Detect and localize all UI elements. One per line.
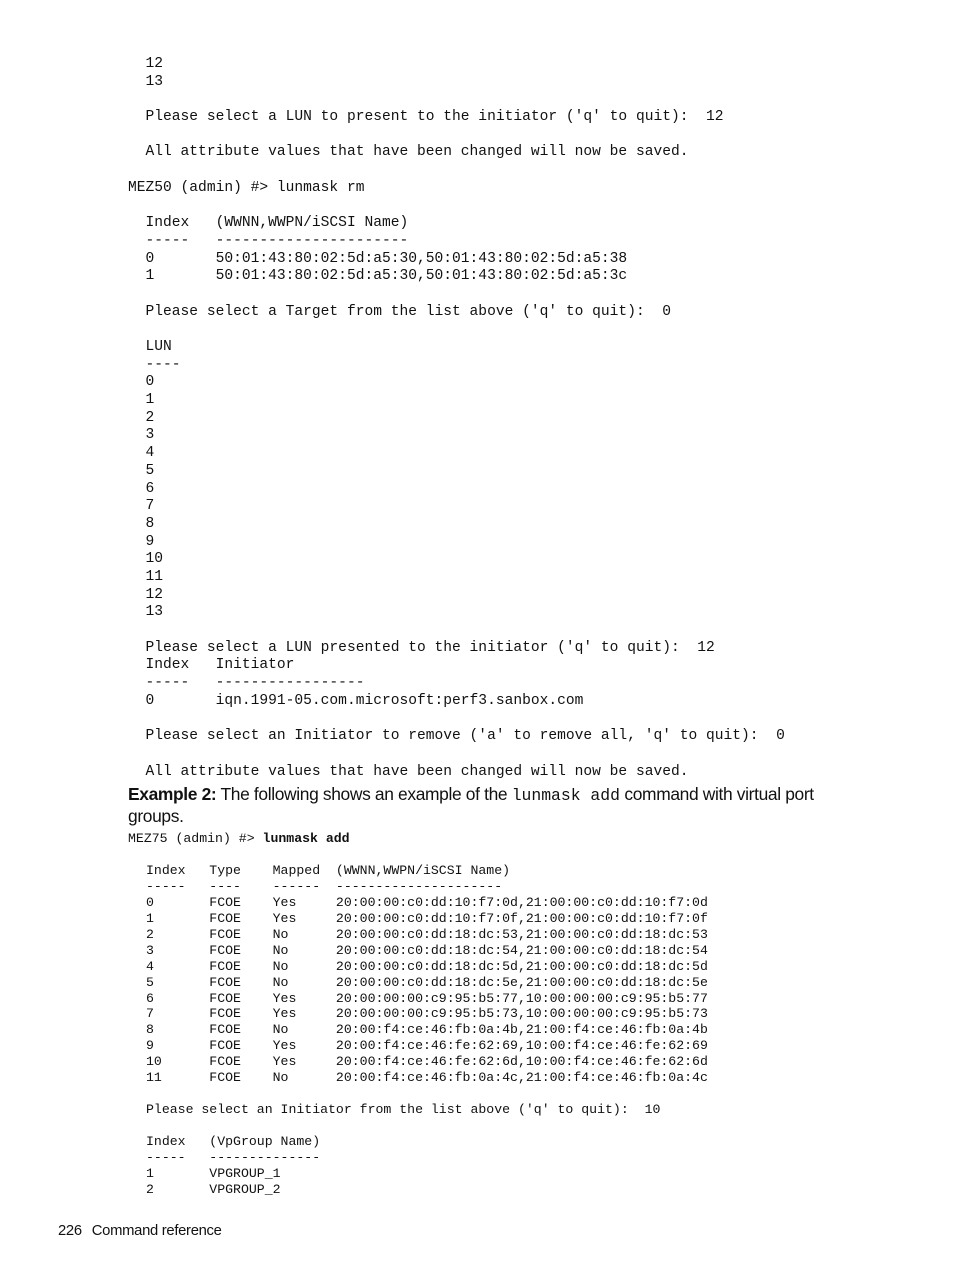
example-text-before: The following shows an example of the (216, 784, 512, 804)
cli-output-lunmask-add: Index Type Mapped (WWNN,WWPN/iSCSI Name) ----- ---- ------ --------------------- 0 FCOE Yes 20:00:00:c0:dd:10:f7:0d,21:00:00:c0:dd:10:f7:0d 1 FCOE Yes 20:00:00:c0:dd:10:f7:0f,21:00:00:c0:dd:10:f7:0f 2 FCOE No 20:00:00:c0:dd:18:dc:53,21:00:00:c0:dd:18:dc:53 3 FCOE No 20:00:00:c0:dd:18:dc:54,21:00:00:c0:dd:18:dc:54 4 FCOE No 20:00:00:c0:dd:18:dc:5d,21:00:00:c0:dd:18:dc:5d 5 FCOE No 20:00:00:c0:dd:18:dc:5e,21:00:00:c0:dd:18:dc:5e 6 FCOE Yes 20:00:00:00:c9:95:b5:77,10:00:00:00:c9:95:b5:77 7 FCOE Yes 20:00:00:00:c9:95:b5:73,10:00:00:00:c9:95:b5:73 8 FCOE No 20:00:f4:ce:46:fb:0a:4b,21:00:f4:ce:46:fb:0a:4b 9 FCOE Yes 20:00:f4:ce:46:fe:62:69,10:00:f4:ce:46:fe:62:69 10 FCOE Yes 20:00:f4:ce:46:fe:62:6d,10:00:f4:ce:46:fe:62:6d 11 FCOE No 20:00:f4:ce:46:fb:0a:4c,21:00:f4:ce:46:fb:0a:4c Please select an Initiator from the list above ('q' to quit): 10 Index (VpGroup Name) ----- -------------- 1 VPGROUP_1 2 VPGROUP_2 (146, 863, 708, 1197)
cli-output-lunmask-rm: 12 13 Please select a LUN to present to the initiator ('q' to quit): 12 All attribute values that have been changed will now be saved. MEZ50 (admin) #> lunmask rm Index (WWNN,WWPN/iSCSI Name) ----- ---------------------- 0 50:01:43:80:02:5d:a5:30,50:01:43:80:02:5d:a5:38 1 50:01:43:80:02:5d:a5:30,50:01:43:80:02:5d:a5:3c Please select a Target from the list above ('q' to quit): 0 LUN ---- 0 1 2 3 4 5 6 7 8 9 10 11 12 13 Please select a LUN presented to the initiator ('q' to quit): 12 Index Initiator ----- ----------------- 0 iqn.1991-05.com.microsoft:perf3.sanbox.com Please select an Initiator to remove ('a' to remove all, 'q' to quit): 0 All attribute values that have been changed will now be saved. (128, 56, 785, 780)
section-title: Command reference (91, 1223, 222, 1239)
page-number: 226 (58, 1223, 82, 1239)
page-footer (58, 1222, 222, 1240)
prompt-prefix: MEZ75 (admin) #> (128, 831, 263, 846)
example-text-after: command with virtual port groups. (128, 784, 814, 826)
prompt-command: lunmask add (262, 831, 350, 846)
example-command: lunmask add (511, 786, 620, 805)
cli-prompt-lunmask-add (128, 831, 350, 847)
example-2-heading (128, 784, 858, 826)
example-label: Example 2: (128, 784, 217, 804)
